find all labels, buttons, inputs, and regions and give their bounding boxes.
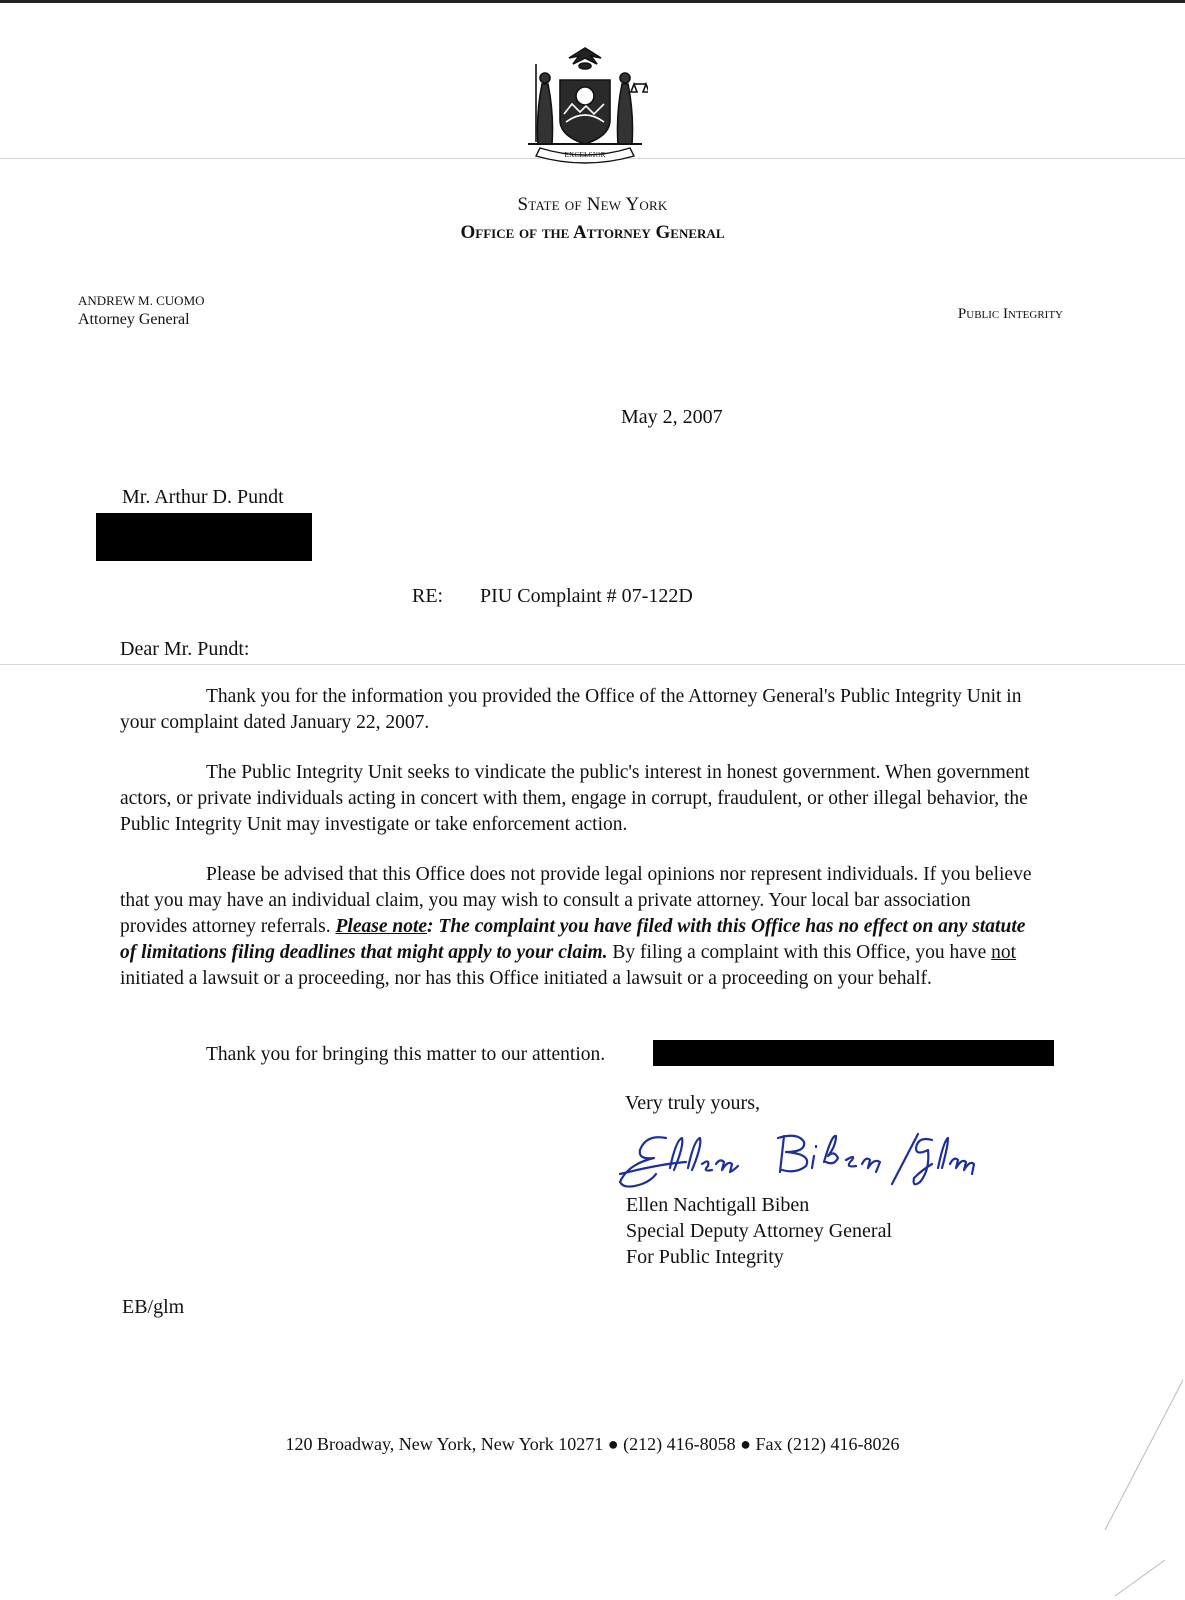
attorney-general-name: ANDREW M. CUOMO: [78, 293, 205, 308]
signature-lettering: Ellen Biben/glm: [618, 1124, 625, 1125]
paragraph-1: Thank you for the information you provided the Office of the Attorney General's Public Integrity Unit in your complaint dated January 22, 2007.: [120, 686, 1022, 733]
seal-motto: EXCELSIOR: [564, 150, 606, 159]
signatory-block: [626, 1192, 892, 1270]
attorney-general-title: Attorney General: [78, 311, 190, 328]
redacted-text: [653, 1040, 1054, 1066]
new-york-state-seal: [522, 44, 648, 164]
paragraph-3-end: initiated a lawsuit or a proceeding, nor has this Office initiated a lawsuit or a proceeding on your behalf.: [120, 968, 932, 989]
recipient-name: Mr. Arthur D. Pundt: [122, 486, 284, 508]
signatory-title-line2: For Public Integrity: [626, 1246, 784, 1268]
scan-top-edge: [0, 0, 1185, 3]
please-note-colon: :: [427, 916, 439, 937]
paragraph-3-continuation: By filing a complaint with this Office, you have: [607, 942, 992, 963]
paragraph-4: Thank you for bringing this matter to our attention.: [206, 1044, 606, 1065]
letter-date: May 2, 2007: [621, 406, 723, 428]
salutation: Dear Mr. Pundt:: [120, 638, 250, 660]
signatory-name: Ellen Nachtigall Biben: [626, 1194, 810, 1216]
footer-address: 120 Broadway, New York, New York 10271 ● (212) 416-8058 ● Fax (212) 416-8026: [285, 1434, 900, 1454]
please-note-text: The complaint you have filed with this Office has no effect on any statute of limitations filing deadlines that might apply to your claim.: [120, 916, 1026, 963]
typist-initials: EB/glm: [122, 1296, 185, 1318]
page-corner-crease: [1085, 1360, 1185, 1600]
signatory-title-line1: Special Deputy Attorney General: [626, 1220, 893, 1242]
unit-name: Public Integrity: [957, 306, 1063, 322]
re-label: RE:: [412, 585, 444, 607]
re-subject: PIU Complaint # 07-122D: [480, 585, 693, 607]
please-note-label: Please note: [335, 916, 428, 937]
letterhead-state: State of New York: [517, 194, 668, 215]
fold-line-middle: [0, 664, 1185, 665]
letterhead-office: Office of the Attorney General: [460, 222, 725, 243]
handwritten-signature: [618, 1124, 998, 1196]
paragraph-2: The Public Integrity Unit seeks to vindicate the public's interest in honest government. When government actors, or private individuals acting in concert with them, engage in corrupt, fraudulent, or other illegal behavior, the Public Integrity Unit may investigate or take enforcement action.: [120, 762, 1030, 835]
paragraph-3-intro: Please be advised that this Office does not provide legal opinions nor represent individuals. If you believe that you may have an individual claim, you may wish to consult a private attorney. Your local bar association provides attorney referrals.: [120, 864, 1032, 937]
emphasis-not: not: [991, 942, 1017, 963]
paragraph-3: [120, 862, 1040, 992]
redacted-address: [96, 513, 312, 561]
closing: Very truly yours,: [625, 1092, 760, 1114]
